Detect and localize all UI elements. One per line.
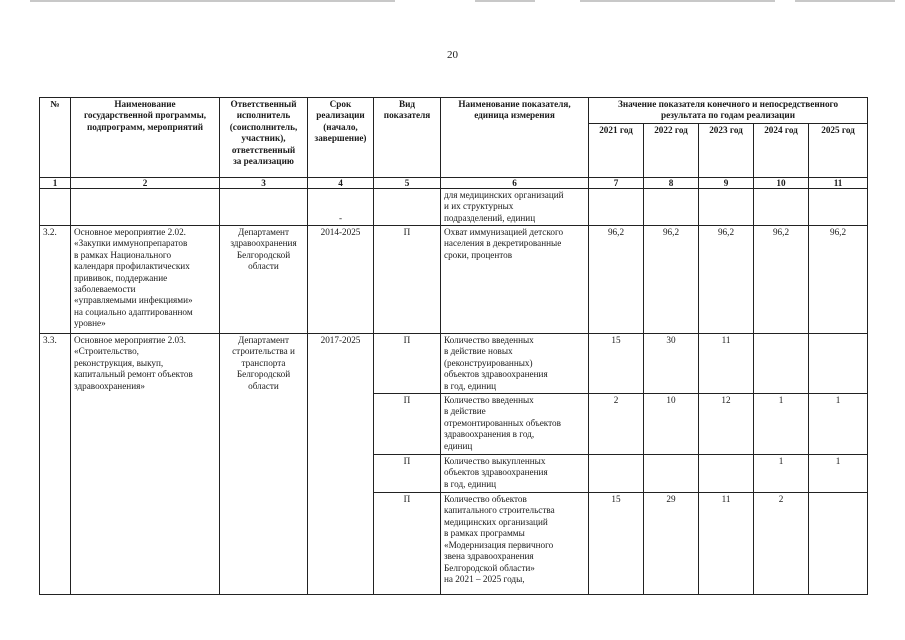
scan-artifact-line xyxy=(30,0,395,2)
row-name: Основное мероприятие 2.02. «Закупки иммунопрепаратов в рамках Национального календаря профилактических прививок, поддержание заболеваемости «управляемыми инфекциями» на социально адаптированном уровне» xyxy=(71,226,220,334)
column-number: 1 xyxy=(40,177,71,188)
value-2025: 96,2 xyxy=(809,226,868,334)
header-values-group: Значение показателя конечного и непосредственного результата по годам реализации xyxy=(589,98,868,124)
value-2023: 11 xyxy=(699,334,754,394)
row-executor: Департамент строительства и транспорта Белгородской области xyxy=(220,334,308,595)
value-2021: 15 xyxy=(589,334,644,394)
value-2023: 96,2 xyxy=(699,226,754,334)
column-number: 5 xyxy=(374,177,441,188)
row-term: 2017-2025 xyxy=(308,334,374,595)
value-2021: 96,2 xyxy=(589,226,644,334)
row-kind: П xyxy=(374,394,441,455)
header-year-2021: 2021 год xyxy=(589,123,644,177)
value-2021: 15 xyxy=(589,493,644,595)
column-number: 6 xyxy=(441,177,589,188)
value-2022: 30 xyxy=(644,334,699,394)
row-num: 3.2. xyxy=(40,226,71,334)
value-2024: 1 xyxy=(754,455,809,493)
program-table xyxy=(39,97,868,595)
table-row xyxy=(40,334,868,394)
value-2023: 11 xyxy=(699,493,754,595)
column-number: 2 xyxy=(71,177,220,188)
indicator-text: Количество объектов капитального строительства медицинских организаций в рамках программы «Модернизация первичного звена здравоохранения Белгородской области» на 2021 – 2025 годы, xyxy=(441,493,589,595)
value-2025: 1 xyxy=(809,394,868,455)
header-year-2024: 2024 год xyxy=(754,123,809,177)
row-executor: Департамент здравоохранения Белгородской области xyxy=(220,226,308,334)
header-year-2025: 2025 год xyxy=(809,123,868,177)
term-mark: - xyxy=(308,188,374,225)
header-year-2022: 2022 год xyxy=(644,123,699,177)
header-indicator: Наименование показателя, единица измерения xyxy=(441,98,589,178)
value-2022: 10 xyxy=(644,394,699,455)
indicator-text: Охват иммунизацией детского населения в декретированные сроки, процентов xyxy=(441,226,589,334)
value-2022 xyxy=(644,455,699,493)
column-number: 11 xyxy=(809,177,868,188)
row-num: 3.3. xyxy=(40,334,71,595)
value-2025 xyxy=(809,334,868,394)
page-number: 20 xyxy=(447,49,458,61)
header-kind: Вид показателя xyxy=(374,98,441,178)
column-number: 4 xyxy=(308,177,374,188)
value-2023: 12 xyxy=(699,394,754,455)
header-executor: Ответственный исполнитель (соисполнитель, участник), ответственный за реализацию xyxy=(220,98,308,178)
column-number: 10 xyxy=(754,177,809,188)
header-term: Срок реализации (начало, завершение) xyxy=(308,98,374,178)
table-row xyxy=(40,226,868,334)
row-term: 2014-2025 xyxy=(308,226,374,334)
value-2024: 96,2 xyxy=(754,226,809,334)
value-2025: 1 xyxy=(809,455,868,493)
value-2021 xyxy=(589,455,644,493)
value-2022: 29 xyxy=(644,493,699,595)
value-2024: 1 xyxy=(754,394,809,455)
scan-artifact-line xyxy=(580,0,775,2)
column-number: 7 xyxy=(589,177,644,188)
continuation-row xyxy=(40,188,868,225)
scan-artifact-line xyxy=(475,0,535,2)
value-2023 xyxy=(699,455,754,493)
row-kind: П xyxy=(374,226,441,334)
column-number: 3 xyxy=(220,177,308,188)
value-2021: 2 xyxy=(589,394,644,455)
column-number-row xyxy=(40,177,868,188)
header-year-2023: 2023 год xyxy=(699,123,754,177)
row-name: Основное мероприятие 2.03. «Строительство, реконструкция, выкуп, капитальный ремонт объектов здравоохранения» xyxy=(71,334,220,595)
column-number: 9 xyxy=(699,177,754,188)
indicator-text: для медицинских организаций и их структурных подразделений, единиц xyxy=(441,188,589,225)
row-kind: П xyxy=(374,334,441,394)
indicator-text: Количество введенных в действие отремонтированных объектов здравоохранения в год, единиц xyxy=(441,394,589,455)
row-kind: П xyxy=(374,493,441,595)
scan-artifact-line xyxy=(795,0,895,2)
indicator-text: Количество выкупленных объектов здравоохранения в год, единиц xyxy=(441,455,589,493)
row-kind: П xyxy=(374,455,441,493)
header-num: № xyxy=(40,98,71,178)
header-name: Наименование государственной программы, подпрограмм, мероприятий xyxy=(71,98,220,178)
value-2024: 2 xyxy=(754,493,809,595)
column-number: 8 xyxy=(644,177,699,188)
value-2025 xyxy=(809,493,868,595)
value-2024 xyxy=(754,334,809,394)
indicator-text: Количество введенных в действие новых (реконструированных) объектов здравоохранения в год, единиц xyxy=(441,334,589,394)
value-2022: 96,2 xyxy=(644,226,699,334)
